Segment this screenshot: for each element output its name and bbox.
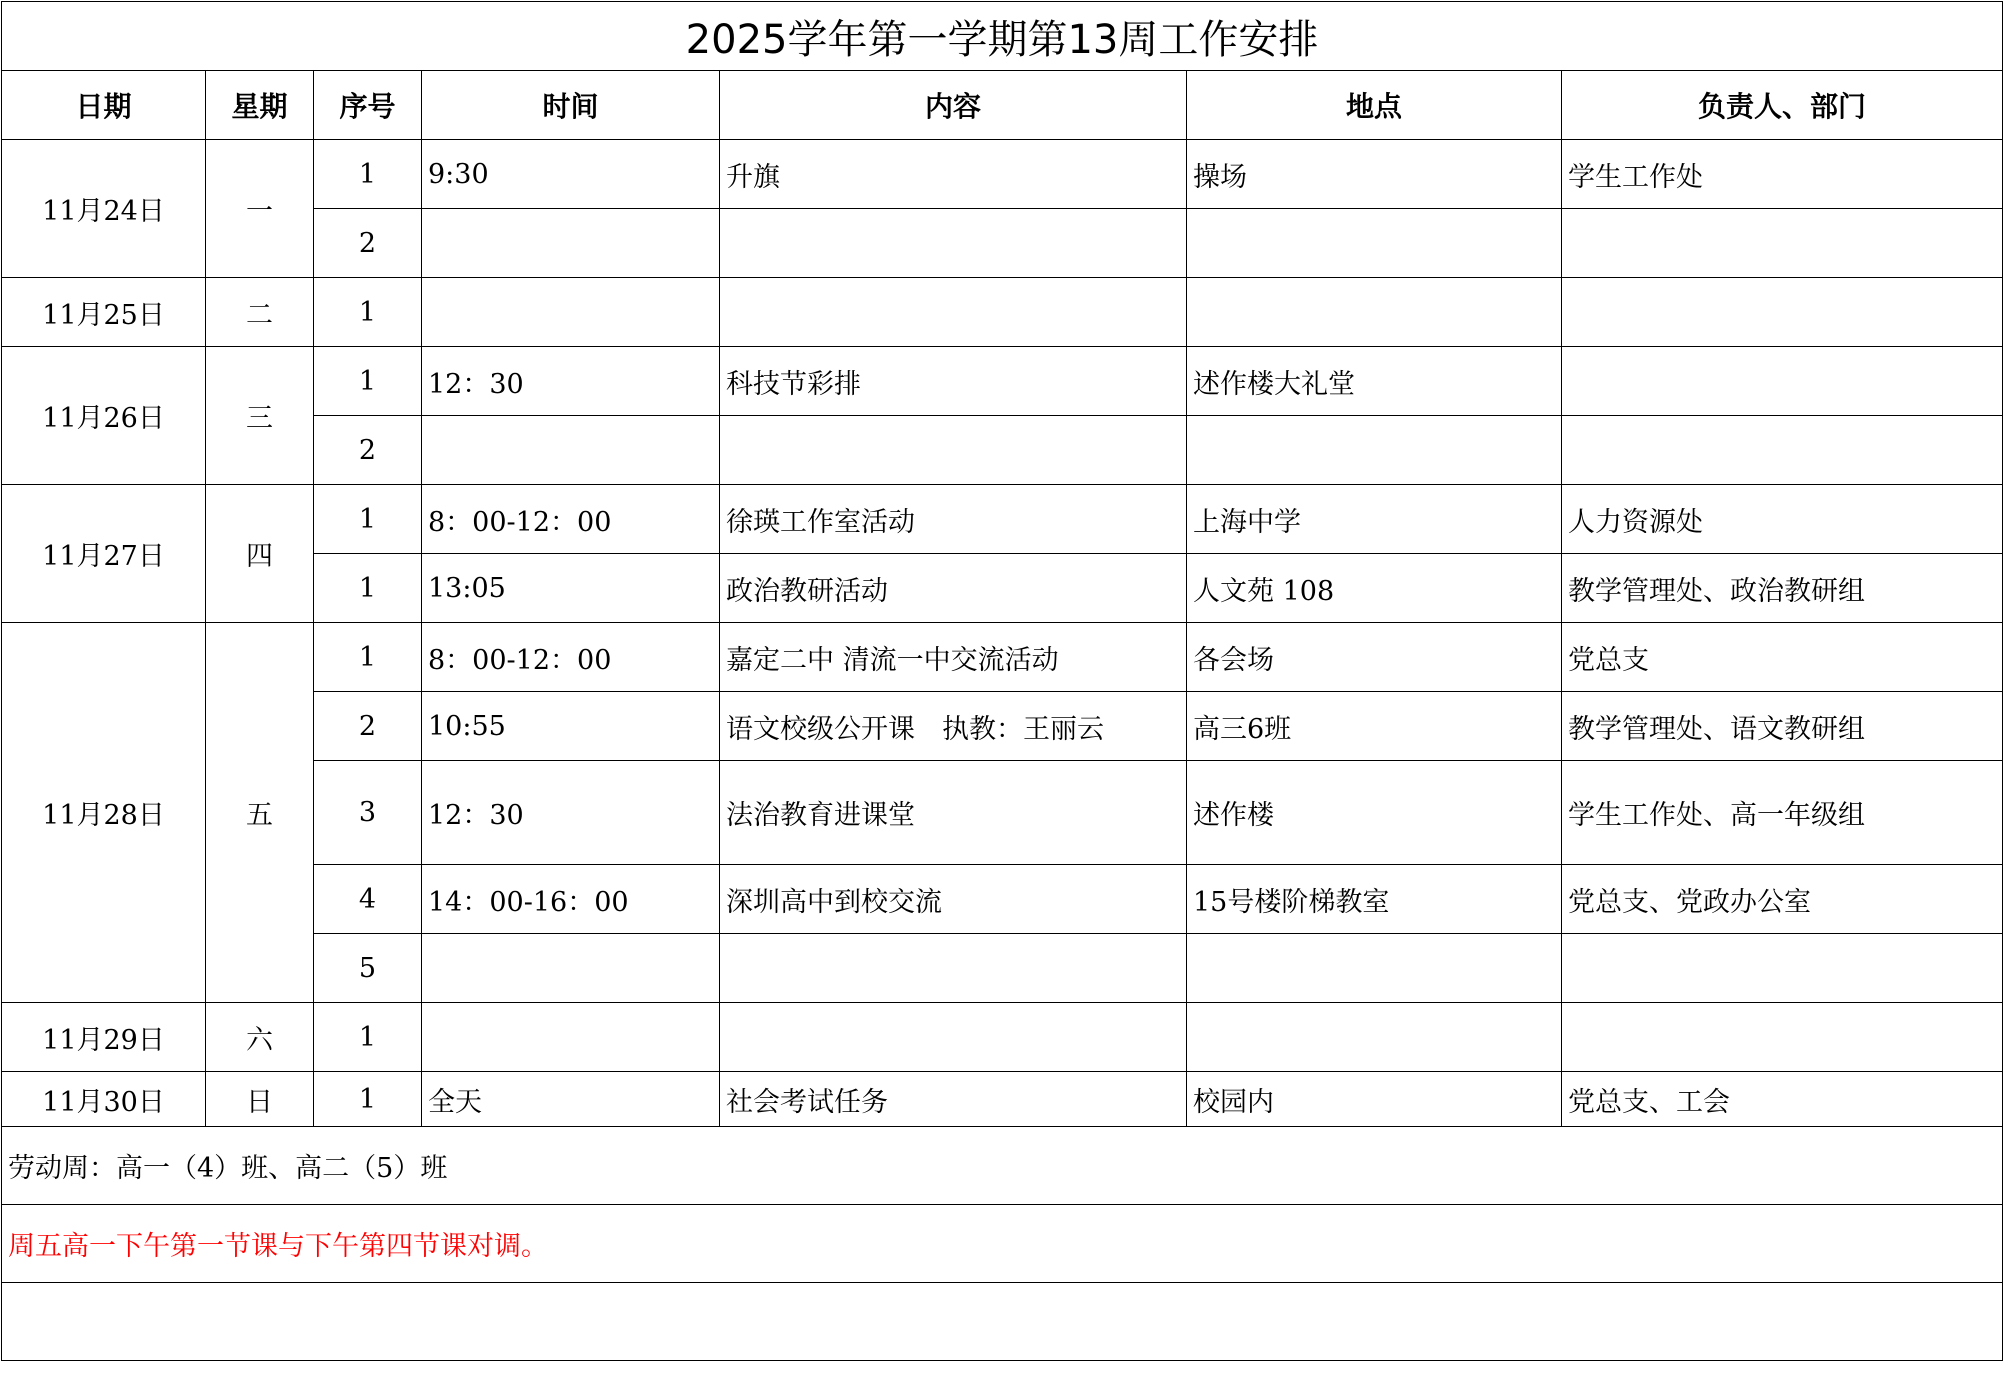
table-row xyxy=(2,1072,2003,1127)
place-cell xyxy=(1187,278,1562,347)
seq-cell: 5 xyxy=(314,934,422,1003)
seq-cell: 1 xyxy=(314,347,422,416)
place-cell xyxy=(1187,209,1562,278)
place-cell: 述作楼大礼堂 xyxy=(1187,347,1562,416)
content-cell: 徐瑛工作室活动 xyxy=(720,485,1187,554)
header-weekday: 星期 xyxy=(206,71,314,140)
time-cell: 8：00-12：00 xyxy=(422,485,720,554)
content-cell xyxy=(720,416,1187,485)
weekday-cell: 三 xyxy=(206,347,314,485)
owner-cell: 教学管理处、语文教研组 xyxy=(1562,692,2003,761)
time-cell xyxy=(422,278,720,347)
place-cell: 上海中学 xyxy=(1187,485,1562,554)
date-cell: 11月25日 xyxy=(2,278,206,347)
time-cell xyxy=(422,209,720,278)
header-content: 内容 xyxy=(720,71,1187,140)
content-cell xyxy=(720,278,1187,347)
header-date: 日期 xyxy=(2,71,206,140)
time-cell xyxy=(422,934,720,1003)
content-cell: 深圳高中到校交流 xyxy=(720,865,1187,934)
seq-cell: 1 xyxy=(314,485,422,554)
owner-cell: 党总支、党政办公室 xyxy=(1562,865,2003,934)
place-cell xyxy=(1187,416,1562,485)
header-time: 时间 xyxy=(422,71,720,140)
owner-cell: 学生工作处、高一年级组 xyxy=(1562,761,2003,865)
owner-cell xyxy=(1562,209,2003,278)
place-cell: 各会场 xyxy=(1187,623,1562,692)
table-row xyxy=(2,1003,2003,1072)
owner-cell xyxy=(1562,278,2003,347)
place-cell: 高三6班 xyxy=(1187,692,1562,761)
table-row xyxy=(2,140,2003,209)
time-cell: 8：00-12：00 xyxy=(422,623,720,692)
header-seq: 序号 xyxy=(314,71,422,140)
page-title: 2025学年第一学期第13周工作安排 xyxy=(2,2,2003,71)
header-row xyxy=(2,71,2003,140)
time-cell: 14：00-16：00 xyxy=(422,865,720,934)
content-cell: 政治教研活动 xyxy=(720,554,1187,623)
weekday-cell: 二 xyxy=(206,278,314,347)
owner-cell xyxy=(1562,347,2003,416)
time-cell: 全天 xyxy=(422,1072,720,1127)
place-cell: 操场 xyxy=(1187,140,1562,209)
time-cell xyxy=(422,416,720,485)
owner-cell xyxy=(1562,934,2003,1003)
place-cell: 15号楼阶梯教室 xyxy=(1187,865,1562,934)
owner-cell: 党总支、工会 xyxy=(1562,1072,2003,1127)
time-cell: 10:55 xyxy=(422,692,720,761)
content-cell: 科技节彩排 xyxy=(720,347,1187,416)
empty-note xyxy=(2,1283,2003,1361)
place-cell xyxy=(1187,1003,1562,1072)
content-cell: 社会考试任务 xyxy=(720,1072,1187,1127)
weekday-cell: 一 xyxy=(206,140,314,278)
owner-cell xyxy=(1562,1003,2003,1072)
date-cell: 11月24日 xyxy=(2,140,206,278)
note-row xyxy=(2,1283,2003,1361)
seq-cell: 2 xyxy=(314,209,422,278)
owner-cell: 人力资源处 xyxy=(1562,485,2003,554)
seq-cell: 4 xyxy=(314,865,422,934)
table-row xyxy=(2,278,2003,347)
schedule-swap-notice: 周五高一下午第一节课与下午第四节课对调。 xyxy=(2,1205,2003,1283)
date-cell: 11月27日 xyxy=(2,485,206,623)
date-cell: 11月29日 xyxy=(2,1003,206,1072)
time-cell: 12：30 xyxy=(422,347,720,416)
table-row xyxy=(2,485,2003,554)
content-cell: 嘉定二中 清流一中交流活动 xyxy=(720,623,1187,692)
seq-cell: 1 xyxy=(314,1003,422,1072)
content-cell: 法治教育进课堂 xyxy=(720,761,1187,865)
content-cell xyxy=(720,1003,1187,1072)
schedule-table xyxy=(1,1,2003,1361)
time-cell xyxy=(422,1003,720,1072)
seq-cell: 3 xyxy=(314,761,422,865)
table-row xyxy=(2,347,2003,416)
labor-week-note: 劳动周：高一（4）班、高二（5）班 xyxy=(2,1127,2003,1205)
weekday-cell: 六 xyxy=(206,1003,314,1072)
date-cell: 11月30日 xyxy=(2,1072,206,1127)
place-cell: 人文苑 108 xyxy=(1187,554,1562,623)
seq-cell: 1 xyxy=(314,623,422,692)
owner-cell: 教学管理处、政治教研组 xyxy=(1562,554,2003,623)
place-cell xyxy=(1187,934,1562,1003)
weekday-cell: 五 xyxy=(206,623,314,1003)
header-owner: 负责人、部门 xyxy=(1562,71,2003,140)
note-row xyxy=(2,1127,2003,1205)
content-cell: 语文校级公开课 执教：王丽云 xyxy=(720,692,1187,761)
seq-cell: 1 xyxy=(314,140,422,209)
note-row xyxy=(2,1205,2003,1283)
header-place: 地点 xyxy=(1187,71,1562,140)
place-cell: 校园内 xyxy=(1187,1072,1562,1127)
weekday-cell: 日 xyxy=(206,1072,314,1127)
time-cell: 13:05 xyxy=(422,554,720,623)
seq-cell: 1 xyxy=(314,554,422,623)
weekday-cell: 四 xyxy=(206,485,314,623)
date-cell: 11月28日 xyxy=(2,623,206,1003)
content-cell: 升旗 xyxy=(720,140,1187,209)
owner-cell: 学生工作处 xyxy=(1562,140,2003,209)
time-cell: 9:30 xyxy=(422,140,720,209)
seq-cell: 1 xyxy=(314,278,422,347)
owner-cell xyxy=(1562,416,2003,485)
seq-cell: 2 xyxy=(314,416,422,485)
owner-cell: 党总支 xyxy=(1562,623,2003,692)
seq-cell: 2 xyxy=(314,692,422,761)
time-cell: 12：30 xyxy=(422,761,720,865)
table-row xyxy=(2,623,2003,692)
content-cell xyxy=(720,209,1187,278)
content-cell xyxy=(720,934,1187,1003)
date-cell: 11月26日 xyxy=(2,347,206,485)
place-cell: 述作楼 xyxy=(1187,761,1562,865)
seq-cell: 1 xyxy=(314,1072,422,1127)
